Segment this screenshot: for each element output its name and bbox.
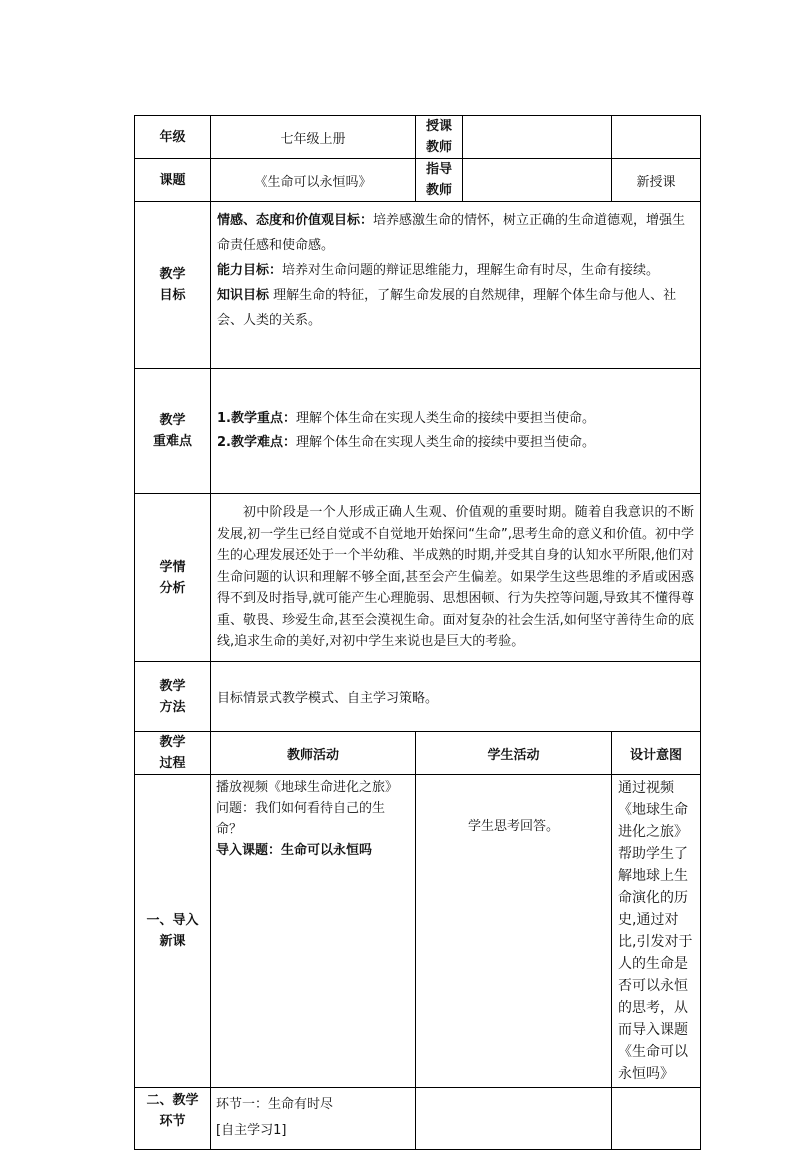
col-design-intent: 设计意图 [612,732,701,775]
keypoints-content [211,369,701,494]
topic-label: 课题 [135,159,211,202]
teacher-value [463,116,612,159]
lesson-plan-table [134,115,701,1150]
grade-label: 年级 [135,116,211,159]
goal-knowledge: 知识目标 理解生命的特征，了解生命发展的自然规律，理解个体生命与他人、社会、人类的关系。 [217,288,677,328]
advisor-label: 指导 教师 [416,159,463,202]
keypoints-label: 教学 重难点 [135,369,211,494]
intro-teacher-activity: 播放视频《地球生命进化之旅》 问题：我们如何看待自己的生命？ 导入课题：生命可以永恒吗 [211,775,416,1088]
section2-design-intent [612,1088,701,1150]
intro-row [135,775,701,1088]
analysis-label: 学情 分析 [135,494,211,662]
col-teacher-activity: 教师活动 [211,732,416,775]
intro-design-intent: 通过视频《地球生命进化之旅》帮助学生了解地球上生命演化的历史,通过对比,引发对于人的生命是否可以永恒的思考，从而导入课题《生命可以永恒吗》 [612,775,701,1088]
grade-row [135,116,701,159]
analysis-content: 初中阶段是一个人形成正确人生观、价值观的重要时期。随着自我意识的不断发展,初一学生已经自觉或不自觉地开始探问“生命”,思考生命的意义和价值。初中学生的心理发展还处于一个半幼稚、半成熟的时期,并受其自身的认知水平所限,他们对生命问题的认识和理解不够全面,甚至会产生偏差。如果学生这些思维的矛盾或困惑得不到及时指导,就可能产生心理脆弱、思想困顿、行为失控等问题,导致其不懂得尊重、敬畏、珍爱生命,甚至会漠视生命。面对复杂的社会生活,如何坚守善待生命的底线,追求生命的美好,对初中学生来说也是巨大的考验。 [211,494,701,662]
method-row [135,662,701,732]
method-label: 教学 方法 [135,662,211,732]
keypoints-row [135,369,701,494]
section2-row [135,1088,701,1150]
advisor-value [463,159,612,202]
goals-row [135,202,701,369]
method-content: 目标情景式教学模式、自主学习策略。 [211,662,701,732]
goal-ability: 能力目标：培养对生命问题的辩证思维能力，理解生命有时尽，生命有接续。 [217,263,660,278]
goals-label: 教学 目标 [135,202,211,369]
keypoint-2: 2.教学难点：理解个体生命在实现人类生命的接续中要担当使命。 [217,435,595,450]
intro-student-activity: 学生思考回答。 [416,775,612,1088]
section2-label: 二、教学 环节 [135,1088,211,1150]
process-header-row [135,732,701,775]
process-label: 教学 过程 [135,732,211,775]
grade-value: 七年级上册 [211,116,416,159]
section2-teacher-activity: 环节一：生命有时尽 [自主学习1] [211,1088,416,1150]
teacher-extra [612,116,701,159]
analysis-row [135,494,701,662]
teacher-label: 授课 教师 [416,116,463,159]
intro-label: 一、导入 新课 [135,775,211,1088]
goal-emotion: 情感、态度和价值观目标：培养感激生命的情怀，树立正确的生命道德观，增强生命责任感和使命感。 [217,213,686,253]
goals-content [211,202,701,369]
topic-value: 《生命可以永恒吗》 [211,159,416,202]
section2-student-activity [416,1088,612,1150]
keypoint-1: 1.教学重点：理解个体生命在实现人类生命的接续中要担当使命。 [217,411,595,426]
topic-row [135,159,701,202]
col-student-activity: 学生活动 [416,732,612,775]
lesson-type: 新授课 [612,159,701,202]
